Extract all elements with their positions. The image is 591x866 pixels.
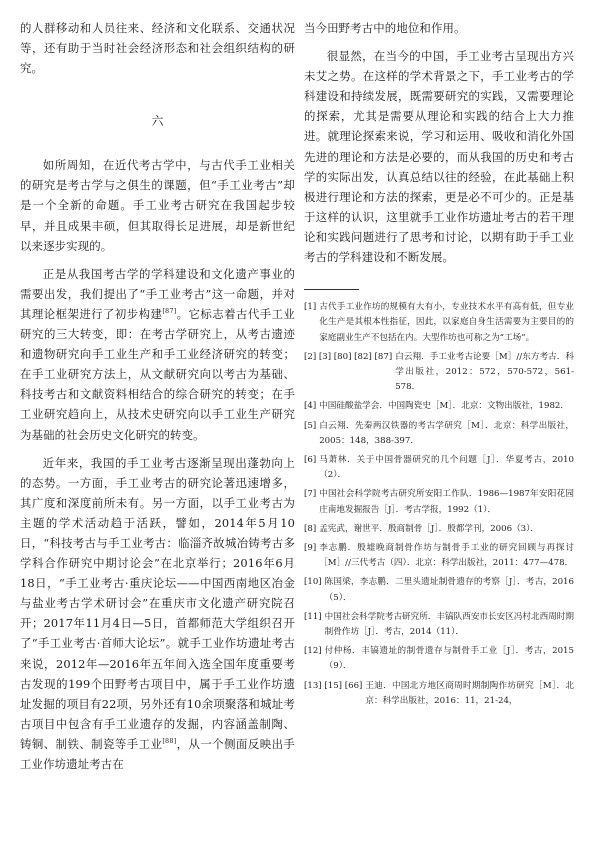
footnote-item xyxy=(304,399,574,414)
footnote-label: [11] xyxy=(304,611,322,622)
footnote-label: [1] xyxy=(304,302,317,313)
footnote-list xyxy=(304,300,574,709)
paragraph-3-text-b: ，从一个侧面反映出手工业作坊遗址考古在 xyxy=(20,736,295,771)
paragraph-3-text-a: 近年来，我国的手工业考古逐渐呈现出蓬勃向上的态势。一方面，手工业考古的研究论著迅速增多，其广度和深度前所未有。另一方面，以手工业考古为主题的学术活动趋于活跃，譬如，2014年5月10日，“科技考古与手工业考古：临淄齐故城冶铸考古多学科合作研究中期讨论会”在北京举行；2016年6月18日，“手工业考古·重庆论坛——中国西南地区冶金与盐业考古学术研讨会”在重庆市文化遗产研究院召开；2017年11月4日—5日，首都师范大学组织召开了“手工业考古·首师大论坛”。就手工业作坊遗址考古来说，2012年—2016年五年间入选全国年度重要考古发现的199个田野考古项目中，属于手工业作坊遗址发掘的项目有22项，另外还有10余项聚落和城址考古项目中包含有手工业遗存的发掘，内容涵盖制陶、铸铜、制铁、制瓷等手工业 xyxy=(20,455,295,751)
footnote-text: 马萧林．关于中国骨器研究的几个问题［J］．华夏考古，2010（2）． xyxy=(319,454,574,481)
footnote-divider xyxy=(304,289,359,290)
footnote-item xyxy=(304,300,574,346)
left-column xyxy=(20,18,295,774)
footnote-item xyxy=(304,541,574,571)
footnote-label: [6] xyxy=(304,454,317,465)
paragraph-2-text-a: 正是从我国考古学的学科建设和文化遗产事业的需要出发，我们提出了“手工业考古”这一命题，并对其理论框架进行了初步构建 xyxy=(20,266,295,321)
right-column xyxy=(304,18,574,713)
footnote-text: 孟宪武，谢世平．殷商制骨［J］．殷都学刊，2006（3）． xyxy=(319,523,540,534)
footnote-label: [12] xyxy=(304,646,322,657)
footnote-label: [10] xyxy=(304,577,322,588)
footnote-ref-87[interactable]: [87] xyxy=(162,307,177,316)
footnote-text: 付仲杨．丰镐遗址的制骨遗存与制骨手工业［J］．考古，2015（9）． xyxy=(324,646,574,672)
footnote-label: [8] xyxy=(304,523,317,534)
footnote-item xyxy=(304,522,574,537)
footnote-text: 白云翔．先秦两汉铁器的考古学研究［M］．北京：科学出版社，2005：148，388-397． xyxy=(319,420,574,446)
paragraph-2-text-b: 。它标志着古代手工业研究的三大转变，即：在考古学研究上，从考古遗迹和遗物研究向手工业生产和手工业经济研究的转变；在手工业研究方法上，从文献研究向以考古为基础、科技考古和文献资料相结合的综合研究的转变；在手工业研究趋向上，从技术史研究向以手工业生产研究为基础的社会历史文化研究的转变。 xyxy=(20,306,295,442)
footnote-item xyxy=(304,487,574,517)
footnote-item xyxy=(304,419,574,449)
footnote-label: [4] xyxy=(304,401,317,412)
footnote-text: 中国社会科学院考古研究所．丰镐队西安市长安区冯村北西周时期制骨作坊［J］．考古，2014（11）． xyxy=(324,611,574,637)
footnote-text: 王迪．中国北方地区商周时期制陶作坊研究［M］．北京：科学出版社，2016：11，21-24， xyxy=(365,680,574,706)
footnote-text: 白云翔．手工业考古论要［M］//东方考古．科学出版社，2012：572，570-572，561-578． xyxy=(395,351,574,393)
footnote-item xyxy=(304,679,574,709)
footnote-text: 古代手工业作坊的规模有大有小，专业技术水平有高有低，但专业化生产是其根本性指征，因此，以家庭自身生活需要为主要目的的家庭副业生产不包括在内。大型作坊也可称之为“工场”。 xyxy=(319,302,574,343)
intro-paragraph: 的人群移动和人员往来、经济和文化联系、交通状况等，还有助于当时社会经济形态和社会组织结构的研究。 xyxy=(20,21,295,76)
footnote-label: [9] xyxy=(304,542,317,553)
footnote-text: 中国硅酸盐学会．中国陶瓷史［M］．北京：文物出版社，1982． xyxy=(319,401,569,412)
footnote-label: [7] xyxy=(304,489,317,500)
footnote-label: [5] xyxy=(304,420,317,431)
footnote-item xyxy=(304,610,574,640)
footnote-text: 陈国梁，李志鹏．二里头遗址制骨遗存的考察［J］．考古，2016（5）． xyxy=(324,577,574,603)
footnote-item xyxy=(304,453,574,483)
section-heading: 六 xyxy=(151,114,164,129)
paragraph-1: 如所周知，在近代考古学中，与古代手工业相关的研究是考古学与之俱生的课题，但“手工业考古”却是一个全新的命题。手工业考古研究在我国起步较早，并且成果丰硕，但其取得长足进展，却是新世纪以来逐步实现的。 xyxy=(20,158,295,253)
footnote-text: 李志鹏．殷墟晚商制骨作坊与制骨手工业的研究回顾与再探讨［M］//三代考古（四）．北京：科学出版社，2011：477—478． xyxy=(319,542,574,569)
footnote-item xyxy=(304,575,574,605)
continuation-paragraph: 当今田野考古中的地位和作用。 xyxy=(304,21,466,35)
paragraph-4: 很显然，在当今的中国，手工业考古呈现出方兴未艾之势。在这样的学术背景之下，手工业考古的学科建设和持续发展，既需要研究的实践，又需要理论的探索，尤其是需要从理论和实践的结合上大力推进。就理论探索来说，学习和运用、吸收和消化外国先进的理论和方法是必要的，而从我国的历史和考古学的实际出发，认真总结以往的经验，在此基础上积极进行理论和方法的探索，更是必不可少的。正是基于这样的认识，这里就手工业作坊遗址考古的若干理论和实践问题进行了思考和讨论，以期有助于手工业考古的学科建设和不断发展。 xyxy=(304,49,574,265)
footnote-label: [2] [3] [80] [82] [87] xyxy=(304,351,393,362)
footnote-text: 中国社会科学院考古研究所安阳工作队．1986—1987年安阳花园庄南地发掘报告［J］．考古学报，1992（1）． xyxy=(319,489,574,515)
footnote-ref-88[interactable]: [88] xyxy=(162,737,177,746)
footnote-item xyxy=(304,350,574,396)
footnote-label: [13] [15] [66] xyxy=(304,680,363,691)
footnote-item xyxy=(304,644,574,674)
paragraph-3 xyxy=(20,453,295,775)
paragraph-2 xyxy=(20,264,295,445)
